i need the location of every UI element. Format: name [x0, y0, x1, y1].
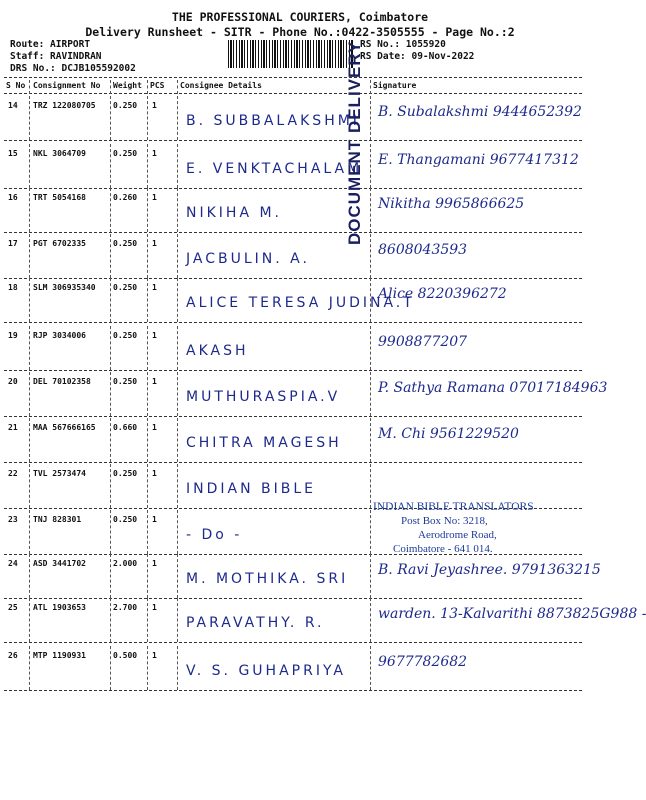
rs-date: RS Date: 09-Nov-2022	[360, 51, 475, 62]
col-divider	[147, 510, 148, 554]
row-consignment-no: TNJ 828301	[33, 515, 82, 524]
col-divider	[110, 418, 111, 462]
row-sno: 19	[8, 331, 18, 340]
row-signature: 9908877207	[378, 334, 468, 350]
col-divider	[29, 96, 30, 140]
col-divider	[370, 372, 371, 416]
row-consignee: JACBULIN. A.	[186, 251, 310, 267]
col-divider	[29, 554, 30, 598]
col-divider	[177, 418, 178, 462]
row-pcs: 1	[152, 559, 157, 568]
col-divider	[177, 234, 178, 278]
stamp-org-line3: Coimbatore - 641 014.	[393, 543, 493, 555]
row-divider	[4, 416, 582, 417]
row-sno: 17	[8, 239, 18, 248]
row-sno: 25	[8, 603, 18, 612]
drs-number: DRS No.: DCJB105592002	[10, 63, 136, 74]
row-consignment-no: MTP 1190931	[33, 651, 86, 660]
row-consignment-no: RJP 3034006	[33, 331, 86, 340]
row-consignee: AKASH	[186, 343, 249, 359]
row-signature: E. Thangamani 9677417312	[378, 152, 579, 168]
row-sno: 15	[8, 149, 18, 158]
row-pcs: 1	[152, 331, 157, 340]
col-divider	[110, 96, 111, 140]
row-consignment-no: PGT 6702335	[33, 239, 86, 248]
col-divider	[370, 464, 371, 508]
row-weight: 0.250	[113, 149, 138, 158]
col-divider	[110, 234, 111, 278]
col-divider	[370, 326, 371, 370]
col-divider	[147, 144, 148, 188]
col-divider	[147, 96, 148, 140]
row-consignee: NIKIHA M.	[186, 205, 282, 221]
row-consignment-no: TRZ 122080705	[33, 101, 96, 110]
row-divider	[4, 278, 582, 279]
col-divider	[177, 326, 178, 370]
col-divider	[147, 646, 148, 690]
row-consignment-no: MAA 567666165	[33, 423, 96, 432]
col-divider	[370, 646, 371, 690]
col-divider	[370, 418, 371, 462]
row-weight: 2.000	[113, 559, 138, 568]
row-signature: B. Subalakshmi 9444652392	[378, 104, 582, 120]
col-divider	[110, 464, 111, 508]
col-header-consignment: Consignment No	[33, 81, 101, 90]
row-consignee: M. MOTHIKA. SRI	[186, 571, 349, 587]
row-sno: 14	[8, 101, 18, 110]
col-header-consignee: Consignee Details	[180, 81, 262, 90]
stamp-org-line2: Aerodrome Road,	[418, 529, 497, 541]
row-pcs: 1	[152, 515, 157, 524]
row-sno: 23	[8, 515, 18, 524]
col-divider	[370, 510, 371, 554]
col-divider	[147, 326, 148, 370]
row-pcs: 1	[152, 101, 157, 110]
row-divider	[4, 322, 582, 323]
row-consignee: V. S. GUHAPRIYA	[186, 663, 347, 679]
row-signature: Nikitha 9965866625	[378, 196, 525, 212]
col-divider	[177, 188, 178, 232]
row-divider	[4, 462, 582, 463]
row-weight: 0.250	[113, 331, 138, 340]
row-consignee: B. SUBBALAKSHMI	[186, 113, 360, 129]
col-divider	[110, 510, 111, 554]
row-weight: 0.250	[113, 469, 138, 478]
row-weight: 0.250	[113, 283, 138, 292]
col-divider	[370, 234, 371, 278]
row-divider	[4, 232, 582, 233]
col-divider	[110, 646, 111, 690]
col-divider	[29, 598, 30, 642]
row-consignment-no: ASD 3441702	[33, 559, 86, 568]
row-sno: 22	[8, 469, 18, 478]
rs-number: RS No.: 1055920	[360, 39, 446, 50]
row-divider	[4, 690, 582, 691]
row-consignee: PARAVATHY. R.	[186, 615, 325, 631]
row-weight: 0.500	[113, 651, 138, 660]
col-divider	[177, 646, 178, 690]
row-weight: 2.700	[113, 603, 138, 612]
col-divider	[110, 326, 111, 370]
row-sno: 26	[8, 651, 18, 660]
runsheet-subtitle: Delivery Runsheet - SITR - Phone No.:0422-3505555 - Page No.:2	[85, 25, 515, 39]
row-pcs: 1	[152, 149, 157, 158]
col-divider	[370, 80, 371, 94]
row-pcs: 1	[152, 469, 157, 478]
col-divider	[147, 418, 148, 462]
row-weight: 0.250	[113, 239, 138, 248]
row-signature: warden. 13-Kalvarithi 8873825G988 -	[378, 606, 646, 622]
col-divider	[177, 144, 178, 188]
row-sno: 21	[8, 423, 18, 432]
col-divider	[29, 80, 30, 94]
col-divider	[110, 372, 111, 416]
row-sno: 20	[8, 377, 18, 386]
route-label: Route: AIRPORT	[10, 39, 91, 50]
col-divider	[29, 234, 30, 278]
col-divider	[29, 418, 30, 462]
runsheet-title: THE PROFESSIONAL COURIERS, Coimbatore	[171, 10, 429, 24]
col-divider	[29, 278, 30, 322]
row-signature: 8608043593	[378, 242, 468, 258]
row-pcs: 1	[152, 239, 157, 248]
col-divider	[177, 278, 178, 322]
row-pcs: 1	[152, 193, 157, 202]
col-divider	[177, 554, 178, 598]
row-divider	[4, 140, 582, 141]
col-header-pcs: PCS	[150, 81, 165, 90]
header-divider-bottom	[4, 93, 582, 94]
row-consignment-no: NKL 3064709	[33, 149, 86, 158]
row-pcs: 1	[152, 603, 157, 612]
row-consignment-no: DEL 70102358	[33, 377, 91, 386]
col-divider	[370, 598, 371, 642]
col-divider	[110, 278, 111, 322]
row-consignment-no: TVL 2573474	[33, 469, 86, 478]
row-consignee: INDIAN BIBLE	[186, 481, 316, 497]
row-weight: 0.250	[113, 515, 138, 524]
col-header-signature: Signature	[373, 81, 417, 90]
col-divider	[370, 96, 371, 140]
row-sno: 18	[8, 283, 18, 292]
col-divider	[29, 372, 30, 416]
col-divider	[147, 598, 148, 642]
row-consignee: CHITRA MAGESH	[186, 435, 342, 451]
col-divider	[147, 188, 148, 232]
col-divider	[110, 144, 111, 188]
col-divider	[147, 464, 148, 508]
header-divider-top	[4, 77, 582, 78]
col-divider	[147, 372, 148, 416]
col-divider	[370, 188, 371, 232]
col-divider	[370, 144, 371, 188]
row-sno: 16	[8, 193, 18, 202]
col-divider	[110, 188, 111, 232]
col-divider	[147, 234, 148, 278]
row-consignee: ALICE TERESA JUDINA.T	[186, 295, 415, 311]
row-consignee: MUTHURASPIA.V	[186, 389, 341, 405]
row-consignment-no: SLM 306935340	[33, 283, 96, 292]
staff-label: Staff: RAVINDRAN	[10, 51, 102, 62]
row-consignment-no: TRT 5054168	[33, 193, 86, 202]
col-divider	[29, 510, 30, 554]
row-consignment-no: ATL 1903653	[33, 603, 86, 612]
col-divider	[177, 464, 178, 508]
col-divider	[177, 372, 178, 416]
document-delivery-stamp: DOCUMENT DELIVERY	[345, 40, 364, 245]
row-signature: 9677782682	[378, 654, 468, 670]
col-divider	[147, 554, 148, 598]
col-divider	[110, 80, 111, 94]
stamp-org-name: INDIAN BIBLE TRANSLATORS	[373, 501, 534, 513]
row-divider	[4, 370, 582, 371]
row-consignee: E. VENKTACHALAM	[186, 161, 363, 177]
row-divider	[4, 642, 582, 643]
row-weight: 0.660	[113, 423, 138, 432]
stamp-org-line1: Post Box No: 3218,	[401, 515, 488, 527]
row-pcs: 1	[152, 423, 157, 432]
col-divider	[110, 598, 111, 642]
row-divider	[4, 188, 582, 189]
row-divider	[4, 598, 582, 599]
indian-bible-translators-stamp	[373, 500, 534, 556]
row-pcs: 1	[152, 377, 157, 386]
row-weight: 0.260	[113, 193, 138, 202]
row-sno: 24	[8, 559, 18, 568]
barcode	[228, 40, 353, 68]
col-divider	[147, 278, 148, 322]
row-signature: M. Chi 9561229520	[378, 426, 519, 442]
col-divider	[110, 554, 111, 598]
col-divider	[177, 510, 178, 554]
col-divider	[29, 188, 30, 232]
row-pcs: 1	[152, 283, 157, 292]
col-header-weight: Weight	[113, 81, 142, 90]
col-divider	[147, 80, 148, 94]
row-weight: 0.250	[113, 101, 138, 110]
col-divider	[29, 646, 30, 690]
col-divider	[29, 144, 30, 188]
col-divider	[370, 554, 371, 598]
row-consignee: - Do -	[186, 527, 243, 543]
col-header-sno: S No	[6, 81, 26, 90]
col-divider	[177, 96, 178, 140]
row-signature: B. Ravi Jeyashree. 9791363215	[378, 562, 601, 578]
col-divider	[177, 80, 178, 94]
row-pcs: 1	[152, 651, 157, 660]
col-divider	[29, 464, 30, 508]
row-signature: P. Sathya Ramana 07017184963	[378, 380, 608, 396]
col-divider	[29, 326, 30, 370]
col-divider	[370, 278, 371, 322]
col-divider	[177, 598, 178, 642]
row-signature: Alice 8220396272	[378, 286, 507, 302]
row-weight: 0.250	[113, 377, 138, 386]
